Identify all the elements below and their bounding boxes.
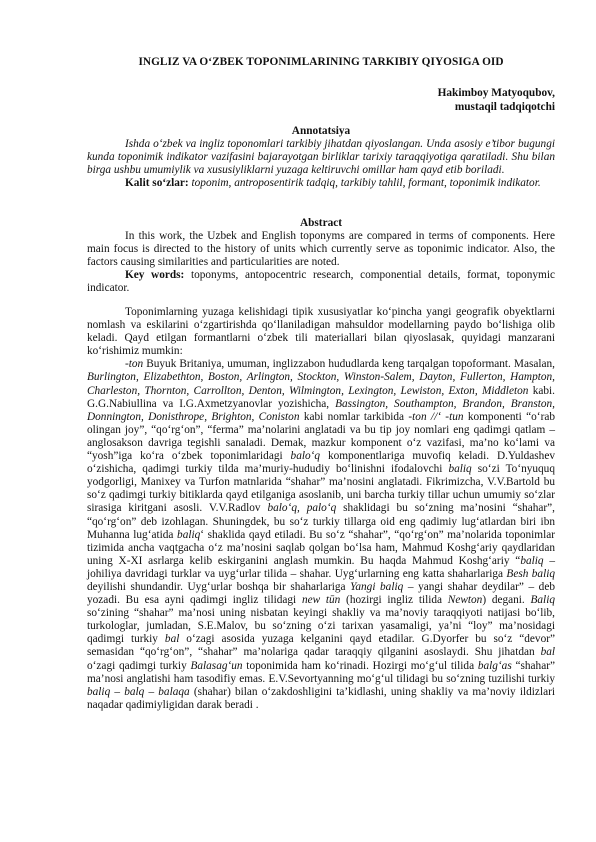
p2-s6: kabi nomlar tarkibida [299, 410, 409, 423]
p2-s24: (hozirgi ingliz tilida [340, 594, 448, 607]
abstract-keywords-label: Key words: [125, 269, 185, 282]
annotatsiya-text: Ishda o‘zbek va ingliz toponomlari tarkibiy jihatdan qiyoslangan. Unda asosiy e’tibor bugungi kunda toponimik indikator vazifasini bajarayotgan birliklar tarixiy taraqqiyotiga qaratiladi. Shu bilan birga ushbu umumiylik va xususiyliklarni yuzaga keltiruvchi omillar ham qayd etib boriladi. [87, 138, 555, 177]
p2-s18: – johiliya davridagi turklar va uyg‘urlar tilida – shahar. Uyg‘urlarning eng katta shaharlariga [87, 554, 555, 580]
author-block [438, 87, 555, 114]
p2-s8: komponenti “o‘rab olingan joy”, “qo‘rg‘on”, “ferma” ma’nolarini anglatadi va bu tip joy nomlari eng qadimgi qatlam – anglosakson davriga tegishli sanaladi. Demak, mazkur komponent o‘z vazifasi, ma’no ko‘lami va “yosh”iga ko‘ra o‘zbek toponimlaridagi [87, 410, 555, 463]
abstract-text: In this work, the Uzbek and English toponyms are compared in terms of components. Here main focus is directed to the history of units which currently serve as toponimic indicator. Also, the factors causing similarities and particularities are noted. [87, 230, 555, 269]
p2-s29: bal [164, 633, 180, 646]
p2-s13: balo‘q, palo‘q [267, 502, 337, 515]
abstract-keywords [87, 269, 555, 295]
abstract-section [87, 217, 555, 296]
p2-s4: kabi. G.G.Nabiullina va I.G.Axmetzyanovlar yozishicha, [87, 384, 555, 410]
p2-s5: Bassington, Southampton, Brandon, Branston, Donnington, Donisthrope, Brighton, Coniston [87, 397, 555, 423]
annotatsiya-heading: Annotatsiya [291, 125, 351, 137]
p2-s31: bal [540, 646, 555, 659]
p2-s27: Baliq [530, 594, 555, 607]
p2-s14: shaklidagi bu so‘zning ma’nosini “shahar”, “qo‘rg‘on” deb izohlagan. Shuningdek, bu so‘z turkiy tillarga oid eng qadimiy lug‘atlardan biri ibn Muhanna lug‘atida [87, 502, 555, 541]
p2-s21: Yangi baliq [350, 580, 404, 593]
p2-s37: baliq – balq – balaqa [87, 685, 190, 698]
body-paragraph-2 [87, 358, 555, 712]
author-name: Hakimboy Matyoqubov, [437, 87, 555, 99]
p2-s7: -ton //‘ -tun [408, 410, 464, 423]
p2-s35: balg‘as [477, 659, 512, 672]
p2-s9: balo‘q [290, 450, 321, 463]
p2-s3: Burlington, Elizabethton, Boston, Arlington, Stockton, Winston-Salem, Dayton, Fullerton, Hampton, Charleston, Thornton, Carrollton, Denton, Wilmington, Lexington, Lewiston, Exton, Middleton [87, 371, 555, 397]
p2-s30: o‘zagi asosida yuzaga kelganini qayd etadilar. G.Dyorfer bu so‘z “devor” semasidan “qo‘rg‘on”, “shahar” ma’nolariga qadar taraqqiy qilganini asoslaydi. Shu jihatdan [87, 633, 555, 659]
annotatsiya-keywords-label: Kalit so‘zlar: [125, 177, 189, 190]
p2-s2: Buyuk Britaniya, umuman, inglizzabon hududlarda keng tarqalgan topoformant. Masalan, [143, 358, 555, 371]
p2-s1: -ton [125, 358, 144, 371]
paper-title: INGLIZ VA O‘ZBEK TOPONIMLARINING TARKIBIY QIYOSIGA OID [138, 56, 504, 68]
p2-s25: Newton [447, 594, 483, 607]
p2-s10: komponentlariga muvofiq keladi. D.Yuldashev o‘zishicha, qadimgi turkiy tilda ma’muriy-hududiy bo‘linishni ifodalovchi [87, 450, 555, 476]
p2-s11: baliq [448, 463, 472, 476]
abstract-heading: Abstract [299, 217, 343, 229]
p2-s22: – yangi shahar deydilar” – deb yozadi. Bu esa ayni qadimgi ingliz tilidagi [87, 580, 555, 607]
p2-s20: deyilishi shundandir. Uyg‘urlar boshqa bir shaharlariga [87, 580, 351, 593]
p2-s38: (shahar) bilan o‘zakdoshligini ta’kidlashi, uning shakliy va ma’noviy ildizlari naqadar qadimiyligidan darak beradi . [87, 685, 555, 711]
p2-s32: o‘zagi qadimgi turkiy [87, 659, 191, 672]
p2-s28: so‘zining “shahar” ma’nosi uning nisbatan keyingi shakliy va ma’noviy taraqqiyoti natijasi bo‘lib, turkologlar, jumladan, S.E.Malov, bu so‘zning o‘zi tarixan yasamaligi, ya’ni “loy” ma’nosidagi qadimgi turkiy [87, 607, 555, 646]
p2-s23: new tūn [301, 594, 341, 607]
p2-s19: Besh baliq [506, 567, 556, 580]
p2-s33: Balasag‘un [190, 659, 243, 672]
p2-s16: ‘ shaklida qayd etiladi. Bu so‘z “shahar”, “qo‘rg‘on” ma’nolarida toponimlar tizimida ancha vaqtgacha o‘z ma’nosini saqlab qolgan bo‘lsa ham, Mahmud Koshg‘ariy qaydlaridan uning X-XI asrlarga kelib eskirganini anglash mumkin. Bu haqda Mahmud Koshg‘ariy “ [87, 528, 556, 567]
p2-s26: ) degani. [482, 594, 531, 607]
annotatsiya-section [87, 125, 555, 190]
annotatsiya-keywords [87, 177, 555, 190]
p2-s15: baliq [177, 528, 201, 541]
p2-s34: toponimida ham ko‘rinadi. Hozirgi mo‘g‘ul tilida [242, 659, 478, 672]
p2-s36: “shahar” ma’nosi anglatishi ham tasodifiy emas. E.V.Sevortyanning mo‘g‘ul tilidagi bu so‘zning tuzilishi turkiy [87, 659, 555, 685]
abstract-keywords-text: toponyms, antopocentric research, componential details, format, toponymic indicator. [87, 269, 555, 295]
body-paragraph-1: Toponimlarning yuzaga kelishidagi tipik xususiyatlar ko‘pincha yangi geografik obyektlarni nomlash va eskilarini o‘zgartirishda qo‘llaniladigan mahsuldor modellarning paydo bo‘lishiga olib keladi. Qayd etilgan formantlarni o‘zbek tili materiallari bilan qiyoslasak, quyidagi manzarani ko‘rishimiz mumkin: [87, 306, 555, 358]
body-section [87, 306, 555, 712]
p2-s12: so‘zi To‘nyuquq yodgorligi, Manixey va Turfon matnlarida “shahar” ma’nosini anglatadi. Fikrimizcha, V.V.Bartold bu so‘z qadimgi turkiy bitiklarda qayd etilganiga asoslanib, uni barcha turkiy tillar uchun umumiy so‘zlar sirasiga kiritgani asosli. V.V.Radlov [87, 463, 555, 515]
author-role: mustaqil tadqiqotchi [454, 100, 555, 113]
p2-s17: baliq [520, 554, 544, 567]
annotatsiya-keywords-text: toponim, antroposentirik tadqiq, tarkibiy tahlil, formant, toponimik indikator. [188, 177, 541, 190]
